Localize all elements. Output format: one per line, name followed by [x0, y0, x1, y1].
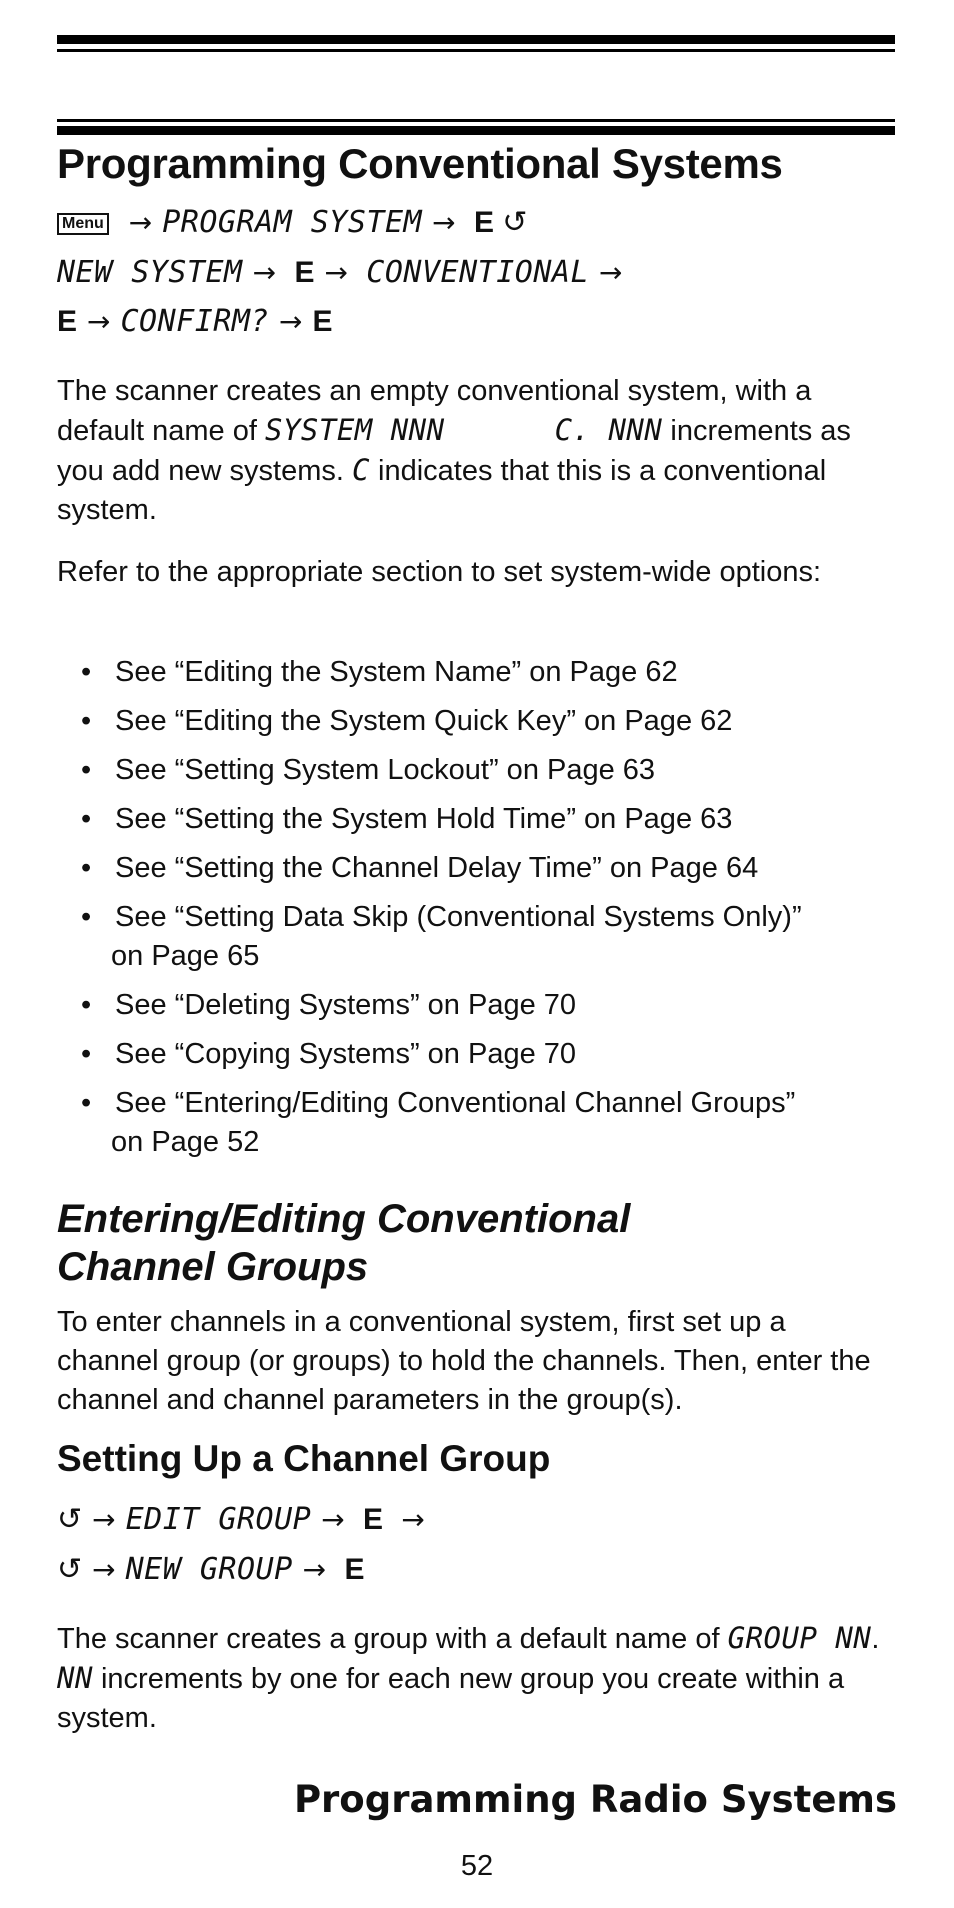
- lcd-program-system: PROGRAM SYSTEM: [162, 205, 423, 240]
- lcd-conventional: CONVENTIONAL: [366, 255, 590, 290]
- arrow-right-icon: →: [599, 256, 623, 289]
- scroll-knob-icon: ↺: [502, 205, 528, 240]
- paragraph-group-default: The scanner creates a group with a default name of GROUP NN. NN increments by one for each new group you create within a system.: [57, 1621, 880, 1734]
- list-item: • See “Setting the Channel Delay Time” on Page 64: [81, 852, 759, 884]
- list-item: • See “Setting the System Hold Time” on Page 63: [81, 803, 733, 835]
- e-key: E: [473, 206, 494, 239]
- para-text: increments as you add new systems.: [57, 415, 851, 487]
- lcd-c: C: [351, 453, 370, 487]
- list-item: • See “Editing the System Quick Key” on Page 62: [81, 705, 733, 737]
- arrow-right-icon: →: [252, 256, 277, 289]
- e-key: E: [312, 305, 333, 338]
- paragraph-empty-system: [57, 372, 887, 530]
- lcd-edit-group: EDIT GROUP: [125, 1502, 312, 1537]
- top-rule-thin-2: [57, 119, 895, 122]
- top-rule-thick-2: [57, 126, 895, 135]
- e-key: E: [344, 1553, 365, 1586]
- paragraph-refer: Refer to the appropriate section to set system-wide options:: [57, 556, 822, 588]
- list-item: • See “Editing the System Name” on Page 62: [81, 656, 678, 688]
- section-heading-channel-groups: Entering/Editing Conventional Channel Groups: [57, 1197, 631, 1289]
- arrow-right-icon: →: [278, 305, 303, 338]
- nav-sequence-new-group: [57, 1550, 365, 1590]
- lcd-new-group: NEW GROUP: [125, 1552, 293, 1587]
- list-item: • See “Setting Data Skip (Conventional Systems Only)” on Page 65: [81, 901, 802, 972]
- lcd-nn: NN: [57, 1661, 93, 1695]
- nav-sequence-line-2: [57, 253, 632, 293]
- section-heading-setting-up: Setting Up a Channel Group: [57, 1438, 551, 1479]
- lcd-confirm: CONFIRM?: [120, 304, 269, 339]
- arrow-right-icon: →: [401, 1503, 425, 1536]
- lcd-new-system: NEW SYSTEM: [57, 255, 243, 290]
- footer-section-title: Programming Radio Systems: [293, 1778, 897, 1821]
- arrow-right-icon: →: [128, 206, 153, 239]
- list-item: • See “Deleting Systems” on Page 70: [81, 989, 577, 1021]
- list-item: • See “Entering/Editing Conventional Channel Groups” on Page 52: [81, 1087, 796, 1158]
- e-key: E: [363, 1503, 384, 1536]
- top-rule-thick-1: [57, 35, 895, 44]
- para-text: indicates that this is a conventional system.: [57, 455, 827, 526]
- see-also-list: [57, 653, 895, 1172]
- top-rule-thin-1: [57, 49, 895, 52]
- menu-key: Menu: [57, 213, 109, 235]
- page-title: Programming Conventional Systems: [57, 140, 783, 187]
- scroll-knob-icon: ↺: [57, 1552, 83, 1587]
- arrow-right-icon: →: [432, 206, 456, 239]
- list-item: • See “Copying Systems” on Page 70: [81, 1038, 577, 1070]
- nav-sequence-line-1: [57, 203, 527, 243]
- e-key: E: [294, 256, 315, 289]
- nav-sequence-line-3: [57, 302, 332, 342]
- nav-sequence-edit-group: [57, 1500, 435, 1540]
- arrow-right-icon: →: [324, 256, 348, 289]
- list-item: • See “Setting System Lockout” on Page 63: [81, 754, 656, 786]
- lcd-group-nn: GROUP NN: [727, 1621, 872, 1655]
- page-number: 52: [460, 1850, 494, 1882]
- arrow-right-icon: →: [92, 1553, 116, 1586]
- paragraph-channel-groups: To enter channels in a conventional system, first set up a channel group (or groups) to hold the channels. Then, enter the channel and channel parameters in the group(s).: [57, 1306, 871, 1416]
- e-key: E: [57, 305, 78, 338]
- arrow-right-icon: →: [87, 305, 111, 338]
- lcd-system-nnn: SYSTEM NNN: [264, 413, 445, 447]
- para-text: The scanner creates an empty conventional system, with a default name of: [57, 375, 812, 447]
- lcd-c-nnn: C. NNN: [554, 413, 663, 447]
- arrow-right-icon: →: [92, 1503, 116, 1536]
- arrow-right-icon: →: [302, 1553, 327, 1586]
- arrow-right-icon: →: [321, 1503, 345, 1536]
- scroll-knob-icon: ↺: [57, 1502, 83, 1537]
